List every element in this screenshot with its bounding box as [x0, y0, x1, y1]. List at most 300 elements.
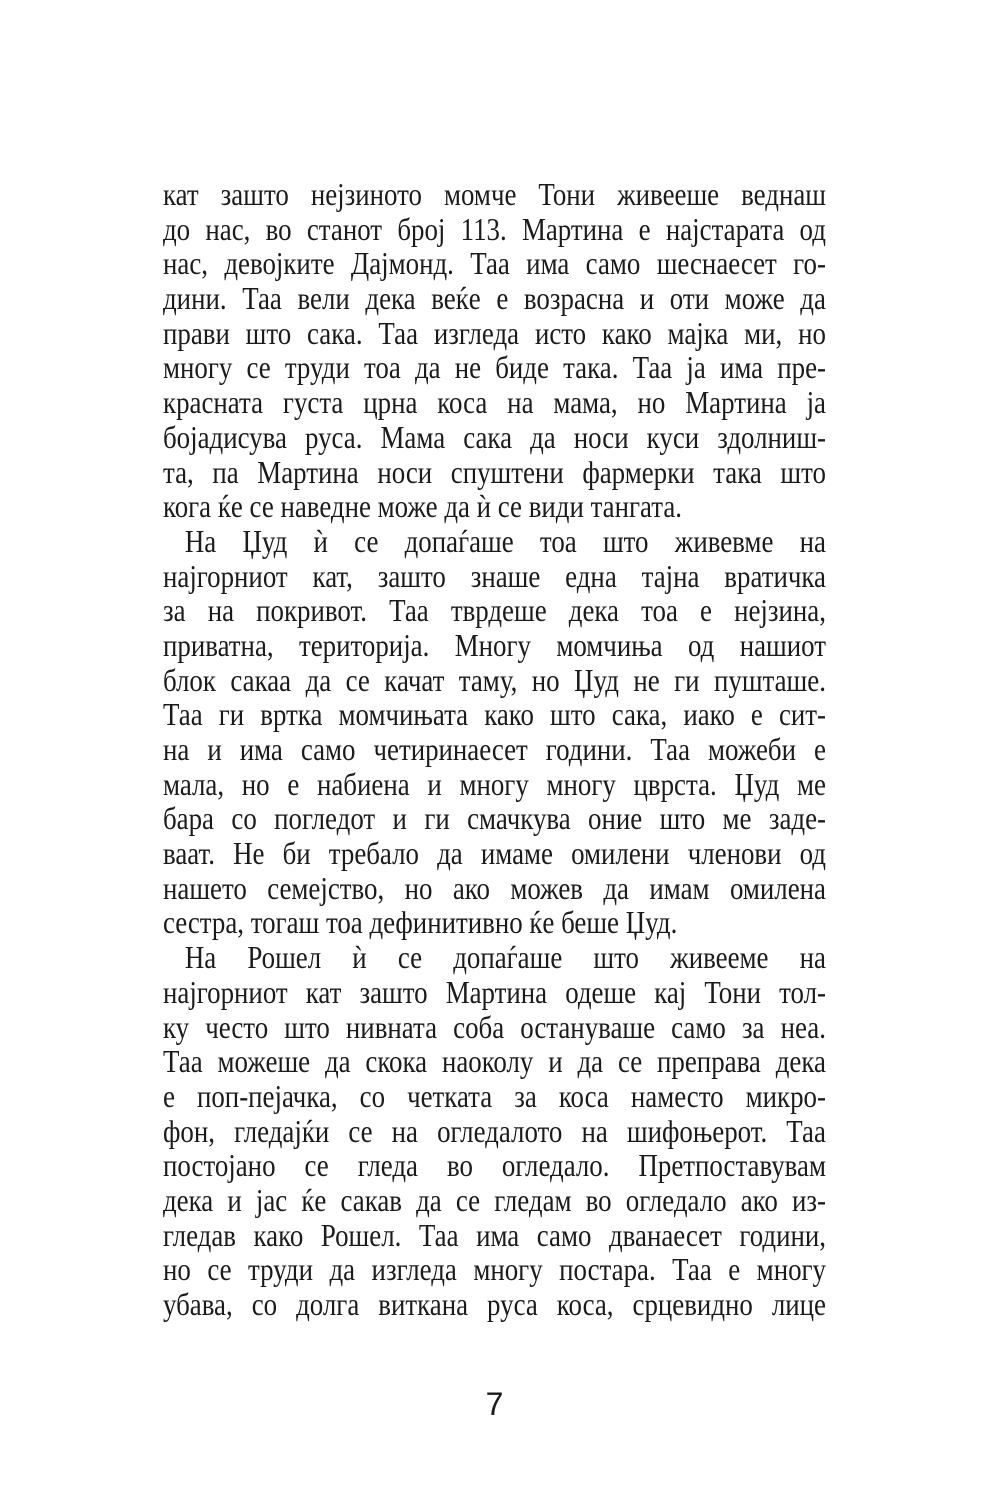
word: кај: [654, 973, 687, 1010]
word: допаѓаше: [404, 522, 514, 559]
word: омилена: [729, 869, 826, 906]
word: ако: [452, 869, 490, 906]
word: вртка: [260, 696, 323, 733]
word: од: [799, 210, 826, 247]
word: заде-: [768, 800, 826, 837]
word: блок: [163, 661, 216, 698]
word: кат: [305, 973, 342, 1010]
text-line: [163, 1287, 826, 1322]
word: јас: [255, 1181, 288, 1218]
word: е: [163, 1077, 175, 1114]
word: само: [300, 731, 356, 767]
word: знаше: [470, 557, 541, 594]
word: мама,: [553, 384, 618, 421]
word: тоа: [539, 522, 577, 559]
word: фармерки: [582, 453, 695, 490]
word: Џуд: [574, 661, 619, 698]
word: веќе: [431, 280, 481, 317]
word: така.: [563, 349, 619, 386]
word: гледам: [494, 1181, 572, 1218]
word: носи: [573, 418, 629, 455]
word: возрасна: [523, 280, 625, 317]
word: убава,: [163, 1286, 233, 1322]
word: нашето: [163, 869, 247, 906]
word: години,: [739, 1216, 826, 1253]
word: погледот: [274, 800, 376, 837]
word: тоа: [641, 592, 678, 629]
word: се: [345, 661, 370, 698]
text-line: сестра, тогаш тоа дефинитивно ќе беше Џуд.: [163, 904, 678, 941]
word: се: [617, 1043, 643, 1080]
word: фон,: [163, 1112, 215, 1149]
word: да: [416, 1181, 442, 1218]
word: нас,: [205, 210, 251, 247]
word: Таа: [650, 731, 690, 767]
word: бојадисува: [163, 418, 287, 455]
text-line: [163, 1218, 826, 1253]
word: да: [530, 418, 556, 455]
text-line: [163, 697, 826, 732]
word: има: [476, 1216, 520, 1253]
word: и: [427, 765, 442, 802]
text-line: [163, 316, 826, 351]
word: да: [305, 661, 332, 698]
word: Рошел: [247, 939, 322, 976]
text-line: [163, 524, 826, 559]
word: лице: [771, 1286, 826, 1322]
word: иако: [683, 696, 735, 733]
word: огледалото: [437, 1112, 563, 1149]
word: можеше: [217, 1043, 311, 1080]
word: дека: [568, 592, 619, 629]
word: огледало.: [501, 1147, 610, 1184]
word: можеби: [707, 731, 797, 767]
word: и: [207, 731, 222, 767]
word: Таа: [632, 349, 673, 386]
text-line: [163, 732, 826, 767]
word: соба: [453, 1008, 505, 1045]
word: не: [633, 661, 660, 698]
text-line: [163, 455, 826, 490]
word: црна: [363, 384, 418, 421]
word: четката: [407, 1077, 493, 1114]
word: се: [348, 1112, 373, 1149]
word: красната: [163, 384, 264, 421]
word: ја: [686, 349, 706, 386]
word: момче: [443, 176, 517, 212]
word: Не: [233, 835, 265, 872]
word: што: [659, 800, 706, 837]
word: изгледа: [433, 314, 520, 351]
word: зашто: [359, 973, 428, 1010]
word: можев: [510, 869, 583, 906]
word: руса: [487, 1286, 538, 1322]
word: го-: [793, 245, 826, 282]
word: како: [601, 314, 652, 351]
word: скока: [365, 1043, 428, 1080]
word: неа.: [780, 1008, 826, 1045]
word: територија.: [298, 626, 430, 663]
word: живееме: [670, 939, 769, 976]
word: изгледа: [371, 1251, 457, 1288]
word: наместо: [630, 1077, 724, 1114]
word: најгорниот: [163, 973, 288, 1010]
word: има: [239, 731, 283, 767]
word: имам: [649, 869, 710, 906]
word: што: [245, 314, 292, 351]
word: пре-: [777, 349, 826, 386]
word: тврдеше: [450, 592, 547, 629]
word: за: [741, 1008, 765, 1045]
word: во: [585, 1181, 612, 1218]
word: коса,: [556, 1286, 614, 1322]
word: здолниш-: [717, 418, 826, 455]
word: долга: [296, 1286, 360, 1322]
text-line: [163, 1010, 826, 1045]
text-line: [163, 940, 826, 975]
word: Таа: [672, 1251, 712, 1288]
word: ку: [163, 1008, 190, 1045]
word: набиена: [316, 765, 410, 802]
word: нашиот: [739, 626, 826, 663]
text-line: [163, 1044, 826, 1079]
word: многу: [163, 349, 233, 386]
word: на: [207, 592, 235, 629]
word: нејзиното: [310, 176, 422, 212]
word: коса: [437, 384, 488, 421]
word: зашто: [220, 176, 289, 212]
word: може: [724, 280, 785, 317]
word: нејзина,: [734, 592, 826, 629]
word: сака.: [307, 314, 363, 351]
word: наоколу: [441, 1043, 534, 1080]
word: се: [207, 1251, 232, 1288]
word: нивната: [345, 1008, 438, 1045]
word: постојано: [163, 1147, 276, 1184]
word: дека: [365, 280, 416, 317]
word: да: [603, 869, 629, 906]
word: зашто: [377, 557, 446, 594]
word: четиринаесет: [373, 731, 528, 767]
word: Таа: [163, 696, 203, 733]
word: станот: [306, 210, 383, 247]
word: нас,: [163, 245, 208, 282]
text-line: [163, 1079, 826, 1114]
word: како: [253, 1216, 304, 1253]
word: и: [227, 1181, 242, 1218]
word: девојките: [224, 245, 335, 282]
word: Џуд: [242, 522, 288, 559]
word: На: [184, 522, 217, 559]
word: но: [637, 384, 666, 421]
word: на: [799, 939, 826, 976]
word: сака,: [611, 696, 668, 733]
word: за: [514, 1077, 537, 1114]
word: со: [231, 800, 257, 837]
word: качат: [384, 661, 445, 698]
word: што: [550, 696, 596, 733]
word: но: [531, 661, 560, 698]
word: Таа: [389, 592, 429, 629]
word: број: [397, 210, 446, 247]
word: е: [728, 1251, 741, 1288]
word: шифоњерот.: [626, 1112, 768, 1149]
word: Мартина: [685, 384, 787, 421]
word: членови: [687, 835, 782, 872]
word: само: [536, 1216, 592, 1253]
text-line: [163, 767, 826, 802]
word: на: [163, 731, 190, 767]
word: биде: [495, 349, 549, 386]
word: веднаш: [741, 176, 826, 212]
word: е: [750, 696, 763, 733]
word: е: [700, 592, 712, 629]
word: често: [205, 1008, 269, 1045]
word: мала,: [163, 765, 225, 802]
word: така: [713, 453, 762, 490]
word: да: [800, 280, 826, 317]
word: прави: [163, 314, 230, 351]
word: требало: [328, 835, 419, 872]
word: одеше: [565, 973, 637, 1010]
text-line: [163, 559, 826, 594]
word: омилени: [571, 835, 670, 872]
word: со: [359, 1077, 386, 1114]
word: тајна: [641, 557, 700, 594]
word: да: [329, 1251, 356, 1288]
word: Мартина: [521, 210, 624, 247]
word: дини.: [163, 280, 227, 317]
word: коса: [558, 1077, 609, 1114]
word: се: [304, 1147, 329, 1184]
word: постара.: [559, 1251, 656, 1288]
word: со: [251, 1286, 278, 1322]
word: бара: [163, 800, 214, 837]
word: многу: [546, 765, 616, 802]
text-line: [163, 420, 826, 455]
word: најстарата: [665, 210, 785, 247]
word: оти: [669, 280, 710, 317]
word: Тони: [538, 176, 596, 212]
word: дека: [775, 1043, 826, 1080]
word: во: [265, 210, 292, 247]
word: и: [639, 280, 655, 317]
word: цврста.: [633, 765, 717, 802]
word: остануваше: [520, 1008, 656, 1045]
word: е: [287, 765, 300, 802]
word: ги: [674, 661, 700, 698]
word: има: [719, 349, 764, 386]
word: ме: [797, 765, 826, 802]
word: микро-: [745, 1077, 826, 1114]
word: гледа: [357, 1147, 418, 1184]
word: сит-: [778, 696, 826, 733]
word: Мартина: [257, 453, 359, 490]
word: густа: [282, 384, 344, 421]
text-line: [163, 628, 826, 663]
word: преправа: [657, 1043, 761, 1080]
word: не: [454, 349, 482, 386]
word: Таа: [470, 245, 510, 282]
word: труди: [284, 349, 350, 386]
word: за: [163, 592, 186, 629]
word: на: [799, 522, 826, 559]
word: срцевидно: [632, 1286, 753, 1322]
word: момчињата: [338, 696, 469, 733]
word: многу: [473, 1251, 543, 1288]
text-line: [163, 1148, 826, 1183]
word: Таа: [418, 1216, 459, 1253]
word: што: [593, 939, 639, 976]
word: допаѓаше: [453, 939, 563, 976]
word: гледав: [163, 1216, 236, 1253]
word: ги: [218, 696, 245, 733]
word: само: [671, 1008, 726, 1045]
word: најгорниот: [163, 557, 288, 594]
text-line: [163, 1114, 826, 1149]
word: на: [507, 384, 534, 421]
word: од: [687, 626, 715, 663]
word: има: [526, 245, 570, 282]
word: ѝ: [352, 939, 367, 976]
word: шеснаесет: [656, 245, 777, 282]
word: на: [581, 1112, 608, 1149]
text-line: [163, 212, 826, 247]
page-number: 7: [485, 1386, 504, 1422]
word: кат: [163, 176, 199, 212]
text-line: [163, 246, 826, 281]
word: вели: [297, 280, 350, 317]
text-line: [163, 836, 826, 871]
text-line: [163, 593, 826, 628]
word: момчиња: [556, 626, 663, 663]
body-text: [163, 177, 826, 1322]
word: семејство,: [267, 869, 385, 906]
word: но: [404, 869, 433, 906]
word: и: [392, 800, 407, 837]
word: се: [455, 1181, 481, 1218]
word: пушташе.: [714, 661, 826, 698]
word: како: [484, 696, 534, 733]
word: огледало: [625, 1181, 727, 1218]
text-line: [163, 1183, 826, 1218]
word: Таа: [242, 280, 282, 317]
word: да: [414, 349, 441, 386]
word: ги: [424, 800, 450, 837]
word: покривот.: [256, 592, 367, 629]
word: 113.: [460, 210, 507, 247]
text-line: [163, 281, 826, 316]
word: ја: [806, 384, 826, 421]
word: сакав: [340, 1181, 402, 1218]
text-line: [163, 1252, 826, 1287]
word: из-: [791, 1181, 826, 1218]
word: виткана: [378, 1286, 469, 1322]
word: смачкува: [467, 800, 571, 837]
word: е: [496, 280, 509, 317]
word: би: [282, 835, 311, 872]
word: Џуд: [734, 765, 780, 802]
word: Претпоставувам: [638, 1147, 826, 1184]
word: години.: [545, 731, 633, 767]
word: поп-пејачка,: [196, 1077, 338, 1114]
word: е: [638, 210, 651, 247]
word: исто: [534, 314, 587, 351]
word: мајка: [667, 314, 729, 351]
word: од: [799, 835, 826, 872]
word: но: [163, 1251, 191, 1288]
word: Мартина: [445, 973, 548, 1010]
word: да: [577, 1043, 604, 1080]
word: ѝ: [313, 522, 328, 559]
word: се: [397, 939, 423, 976]
word: носи: [377, 453, 433, 490]
word: руса.: [304, 418, 363, 455]
word: само: [585, 245, 641, 282]
word: многу: [756, 1251, 826, 1288]
text-line: [163, 975, 826, 1010]
word: Дајмонд.: [350, 245, 454, 282]
text-line: [163, 177, 826, 212]
word: приватна,: [163, 626, 274, 663]
word: да: [437, 835, 463, 872]
word: тоа: [364, 349, 401, 386]
word: па: [212, 453, 239, 490]
word: оние: [588, 800, 643, 837]
word: дванаесет: [608, 1216, 722, 1253]
word: ми,: [744, 314, 783, 351]
word: што: [284, 1008, 330, 1045]
word: та,: [163, 453, 194, 490]
word: ќе: [301, 1181, 327, 1218]
word: што: [602, 522, 649, 559]
word: живевме: [674, 522, 774, 559]
text-line: [163, 385, 826, 420]
text-line: [163, 871, 826, 906]
word: Таа: [163, 1043, 203, 1080]
word: Таа: [786, 1112, 826, 1149]
word: кат,: [312, 557, 353, 594]
word: ваат.: [163, 835, 215, 872]
word: но: [798, 314, 826, 351]
word: труди: [247, 1251, 313, 1288]
word: сака: [463, 418, 513, 455]
word: Тони: [704, 973, 761, 1010]
word: сакаа: [230, 661, 292, 698]
text-line: [163, 663, 826, 698]
word: се: [246, 349, 271, 386]
word: дека: [163, 1181, 214, 1218]
word: во: [446, 1147, 473, 1184]
word: Многу: [454, 626, 531, 663]
text-line: кога ќе се наведне може да ѝ се види тангата.: [163, 488, 682, 525]
word: имаме: [480, 835, 553, 872]
word: Таа: [378, 314, 419, 351]
word: е: [813, 731, 826, 767]
word: да: [324, 1043, 351, 1080]
word: На: [184, 939, 217, 976]
word: ако: [740, 1181, 778, 1218]
word: Рошел.: [320, 1216, 402, 1253]
word: вратичка: [724, 557, 826, 594]
word: Мама: [380, 418, 446, 455]
word: една: [565, 557, 617, 594]
word: спуштени: [450, 453, 564, 490]
word: тол-: [779, 973, 826, 1010]
word: куси: [646, 418, 700, 455]
word: што: [780, 453, 826, 490]
word: до: [163, 210, 191, 247]
